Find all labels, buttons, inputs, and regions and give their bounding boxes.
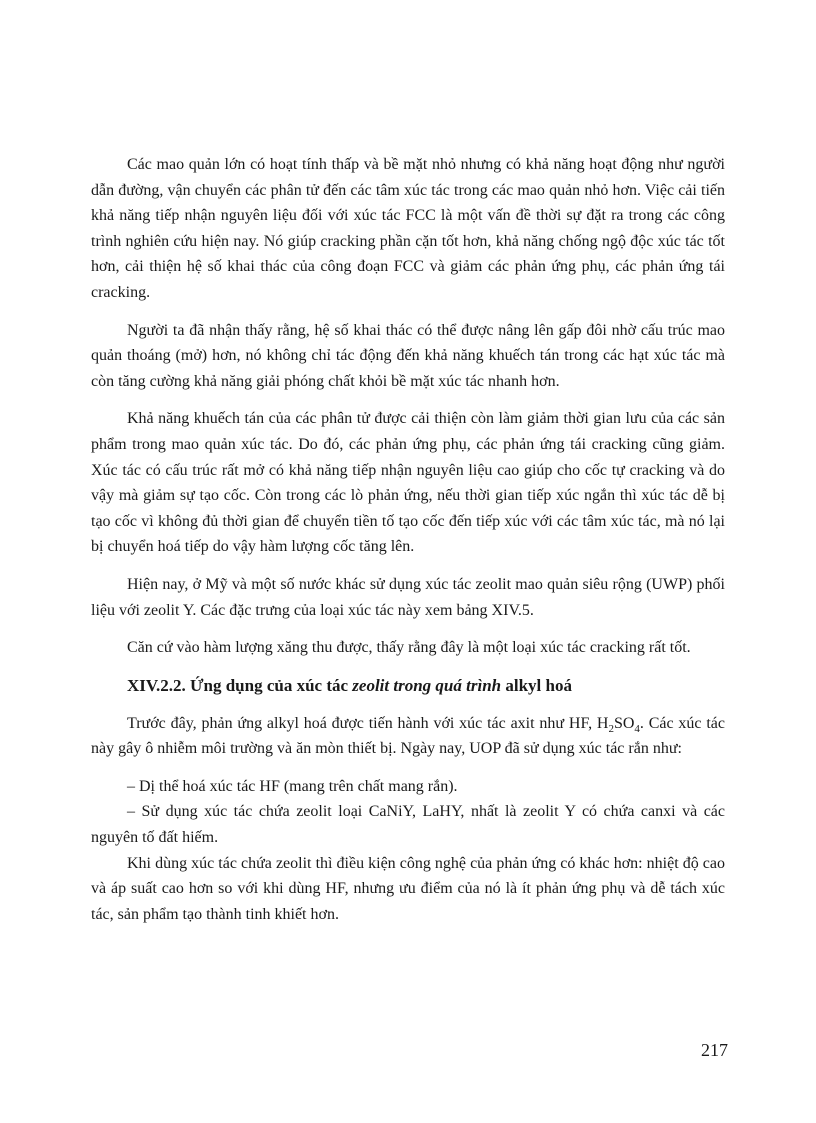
paragraph-2: Người ta đã nhận thấy rằng, hệ số khai thác có thể được nâng lên gấp đôi nhờ cấu trúc mao quản thoáng (mở) hơn, nó không chỉ tác động đến khả năng khuếch tán trong các hạt xúc tác mà còn tăng cường khả năng giải phóng chất khỏi bề mặt xúc tác nhanh hơn.: [91, 321, 725, 390]
subscript-2: 2: [608, 722, 614, 735]
subscript-4: 4: [634, 722, 640, 735]
paragraph-4: Hiện nay, ở Mỹ và một số nước khác sử dụng xúc tác zeolit mao quản siêu rộng (UWP) phối liệu với zeolit Y. Các đặc trưng của loại xúc tác này xem bảng XIV.5.: [91, 575, 725, 619]
dash-item-2: – Sử dụng xúc tác chứa zeolit loại CaNiY, LaHY, nhất là zeolit Y có chứa canxi và các nguyên tố đất hiếm.: [91, 803, 725, 847]
heading-part-2: zeolit trong quá trình: [352, 675, 502, 695]
paragraph-5: Căn cứ vào hàm lượng xăng thu được, thấy rằng đây là một loại xúc tác cracking rất tốt.: [127, 639, 691, 657]
paragraph-6: [91, 711, 725, 762]
page-number: 217: [701, 1040, 728, 1060]
heading-part-3: alkyl hoá: [501, 675, 572, 695]
paragraph-1: Các mao quản lớn có hoạt tính thấp và bề mặt nhỏ nhưng có khả năng hoạt động như người dẫn đường, vận chuyển các phân tử đến các tâm xúc tác trong các mao quản nhỏ hơn. Việc cải tiến khả năng tiếp nhận nguyên liệu đối với xúc tác FCC là một vấn đề thời sự đặt ra trong các công trình nghiên cứu hiện nay. Nó giúp cracking phần cặn tốt hơn, khả năng chống ngộ độc xúc tác tốt hơn, cải thiện hệ số khai thác của công đoạn FCC và giảm các phản ứng phụ, các phản ứng tái cracking.: [91, 156, 725, 301]
heading-part-1: XIV.2.2. Ứng dụng của xúc tác: [127, 675, 353, 695]
paragraph-6-end: . Các xúc tác này gây ô nhiễm môi trường và ăn mòn thiết bị. Ngày nay, UOP đã sử dụng xúc tác rắn như:: [91, 714, 726, 758]
section-heading: [91, 673, 725, 699]
dash-item-1: – Dị thể hoá xúc tác HF (mang trên chất mang rắn).: [127, 777, 458, 795]
body-text: [91, 152, 725, 939]
paragraph-6-start: Trước đây, phản ứng alkyl hoá được tiến hành với xúc tác axit như HF, H: [127, 714, 609, 732]
paragraph-6-mid: SO: [613, 714, 635, 732]
paragraph-3: Khả năng khuếch tán của các phân tử được cải thiện còn làm giảm thời gian lưu của các sản phẩm trong mao quản xúc tác. Do đó, các phản ứng phụ, các phản ứng tái cracking cũng giảm. Xúc tác có cấu trúc rất mở có khả năng tiếp nhận nguyên liệu cao giúp cho cốc tự cracking và do vậy mà giảm sự tạo cốc. Còn trong các lò phản ứng, nếu thời gian tiếp xúc ngắn thì xúc tác dễ bị tạo cốc vì không đủ thời gian để chuyển tiền tố tạo cốc đến tiếp xúc với các tâm xúc tác, mà nó lại bị chuyển hoá tiếp do vậy hàm lượng cốc tăng lên.: [91, 410, 725, 556]
paragraph-7: Khi dùng xúc tác chứa zeolit thì điều kiện công nghệ của phản ứng có khác hơn: nhiệt độ cao và áp suất cao hơn so với khi dùng HF, nhưng ưu điểm của nó là ít phản ứng phụ và dễ tách xúc tác, sản phẩm tạo thành tinh khiết hơn.: [91, 854, 725, 923]
